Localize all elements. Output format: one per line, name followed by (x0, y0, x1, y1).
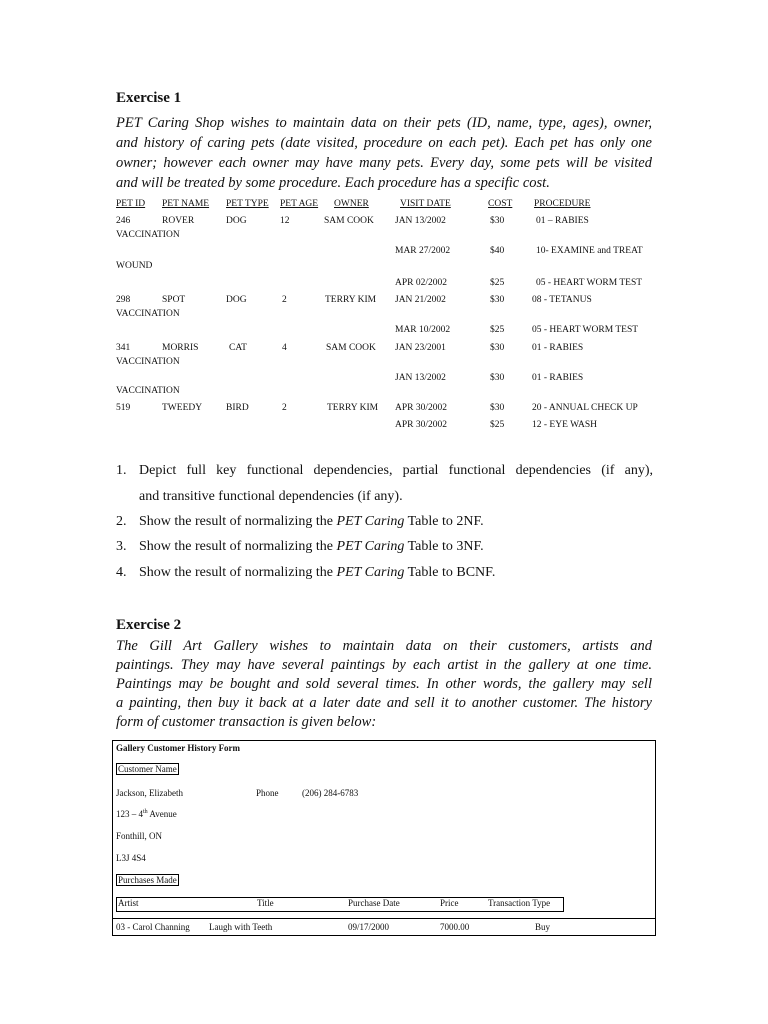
purchases-col-date: Purchase Date (348, 898, 400, 908)
question-number: 3. (116, 539, 127, 554)
purchase-price: 7000.00 (440, 922, 470, 932)
question-number: 4. (116, 565, 127, 580)
customer-name-label: Customer Name (118, 764, 177, 774)
cell-cost: $30 (490, 343, 505, 353)
cell-pet-type: DOG (226, 216, 247, 226)
cell-owner: SAM COOK (326, 343, 376, 353)
form-divider (112, 918, 656, 919)
cell-procedure: 05 - HEART WORM TEST (536, 278, 643, 288)
purchase-title: Laugh with Teeth (209, 922, 273, 932)
form-title: Gallery Customer History Form (116, 743, 241, 753)
address-superscript: th (143, 809, 148, 815)
address-part: 123 – 4 (116, 809, 143, 819)
paragraph-line: and history of caring pets (date visited, procedure on each pet). Each pet has only one (116, 135, 652, 151)
table-name-emphasis: PET Caring (336, 539, 405, 554)
address-line-1 (116, 809, 177, 819)
cell-pet-id: 519 (116, 403, 131, 413)
paragraph-line: PET Caring Shop wishes to maintain data on their pets (ID, name, type, ages), owner, (116, 115, 652, 131)
cell-procedure: 08 - TETANUS (532, 295, 592, 305)
col-header-procedure: PROCEDURE (534, 199, 591, 209)
exercise2-title: Exercise 2 (116, 617, 182, 633)
paragraph-line: The Gill Art Gallery wishes to maintain data on their customers, artists and (116, 638, 652, 654)
cell-pet-type: CAT (229, 343, 247, 353)
cell-cost: $30 (490, 373, 505, 383)
cell-pet-age: 4 (282, 343, 287, 353)
paragraph-line: Paintings may be bought and sold several times. In other words, the gallery may sell (116, 676, 652, 692)
col-header-cost: COST (488, 199, 513, 209)
address-postal: L3J 4S4 (116, 853, 146, 863)
cell-procedure: 01 – RABIES (536, 216, 589, 226)
cell-visit-date: JAN 21/2002 (395, 295, 446, 305)
cell-visit-date: APR 02/2002 (395, 278, 447, 288)
question-text (139, 539, 484, 555)
question-text-part: Table to 3NF. (404, 539, 484, 554)
address-city: Fonthill, ON (116, 831, 163, 841)
purchases-col-artist: Artist (118, 898, 139, 908)
purchase-artist: 03 - Carol Channing (116, 922, 190, 932)
col-header-owner: OWNER (334, 199, 369, 209)
cell-visit-date: MAR 27/2002 (395, 246, 451, 256)
cell-pet-name: ROVER (162, 216, 195, 226)
purchase-date: 09/17/2000 (348, 922, 390, 932)
cell-visit-date: APR 30/2002 (395, 403, 447, 413)
cell-visit-date: MAR 10/2002 (395, 325, 451, 335)
address-part: Avenue (147, 809, 177, 819)
paragraph-line: owner; however each owner may have many pets. Every day, some pets will be visited (116, 155, 652, 171)
col-header-pet-id: PET ID (116, 199, 146, 209)
cell-cost: $25 (490, 325, 505, 335)
cell-procedure: 20 - ANNUAL CHECK UP (532, 403, 638, 413)
table-name-emphasis: PET Caring (336, 565, 405, 580)
paragraph-line: paintings. They may have several paintings by each artist in the gallery at one time. (116, 657, 652, 673)
purchase-transaction-type: Buy (535, 922, 551, 932)
col-header-pet-type: PET TYPE (226, 199, 269, 209)
cell-owner: TERRY KIM (327, 403, 379, 413)
purchases-made-label: Purchases Made (118, 875, 177, 885)
question-text-part: Table to 2NF. (404, 514, 484, 529)
cell-pet-name: SPOT (162, 295, 186, 305)
table-name-emphasis: PET Caring (336, 514, 405, 529)
col-header-visit-date: VISIT DATE (400, 199, 451, 209)
cell-cost: $30 (490, 216, 505, 226)
question-text: Depict full key functional dependencies, partial functional dependencies (if any), (139, 463, 653, 478)
question-text-part: Show the result of normalizing the (139, 514, 337, 529)
cell-procedure: 05 - HEART WORM TEST (532, 325, 639, 335)
cell-visit-date: JAN 13/2002 (395, 373, 446, 383)
cell-procedure-wrap: VACCINATION (116, 357, 180, 367)
question-text (139, 565, 495, 581)
cell-procedure: 01 - RABIES (532, 373, 584, 383)
phone-value: (206) 284-6783 (302, 788, 359, 798)
cell-cost: $25 (490, 278, 505, 288)
cell-visit-date: JAN 23/2001 (395, 343, 446, 353)
question-text-part: Show the result of normalizing the (139, 539, 337, 554)
cell-visit-date: JAN 13/2002 (395, 216, 446, 226)
cell-cost: $30 (490, 295, 505, 305)
cell-pet-id: 298 (116, 295, 131, 305)
col-header-pet-name: PET NAME (162, 199, 210, 209)
cell-procedure: 01 - RABIES (532, 343, 584, 353)
cell-pet-id: 246 (116, 216, 131, 226)
question-text: and transitive functional dependencies (if any). (139, 489, 403, 504)
cell-cost: $30 (490, 403, 505, 413)
cell-owner: TERRY KIM (325, 295, 377, 305)
cell-pet-age: 2 (282, 295, 287, 305)
col-header-pet-age: PET AGE (280, 199, 319, 209)
question-number: 1. (116, 463, 127, 478)
cell-cost: $40 (490, 246, 505, 256)
purchases-col-price: Price (440, 898, 459, 908)
exercise2-paragraph (116, 637, 652, 732)
question-text-part: Show the result of normalizing the (139, 565, 337, 580)
cell-cost: $25 (490, 420, 505, 430)
paragraph-line: form of customer transaction is given below: (116, 714, 377, 730)
purchases-col-transaction-type: Transaction Type (488, 898, 551, 908)
exercise1-paragraph (116, 113, 652, 193)
cell-procedure-wrap: VACCINATION (116, 386, 180, 396)
cell-procedure: 10- EXAMINE and TREAT (536, 246, 643, 256)
cell-procedure-wrap: VACCINATION (116, 230, 180, 240)
cell-procedure-wrap: WOUND (116, 261, 153, 271)
cell-pet-type: BIRD (226, 403, 249, 413)
question-text-part: Table to BCNF. (404, 565, 496, 580)
cell-pet-age: 12 (280, 216, 290, 226)
phone-label: Phone (256, 788, 279, 798)
cell-pet-name: TWEEDY (162, 403, 203, 413)
cell-visit-date: APR 30/2002 (395, 420, 447, 430)
question-number: 2. (116, 514, 127, 529)
cell-pet-type: DOG (226, 295, 247, 305)
exercise1-title: Exercise 1 (116, 90, 182, 106)
cell-pet-age: 2 (282, 403, 287, 413)
purchases-col-title: Title (257, 898, 274, 908)
cell-pet-name: MORRIS (162, 343, 199, 353)
cell-pet-id: 341 (116, 343, 131, 353)
paragraph-line: a painting, then buy it back at a later date and sell it to another customer. The history (116, 695, 652, 711)
question-text (139, 514, 484, 530)
customer-name: Jackson, Elizabeth (116, 788, 183, 798)
cell-procedure: 12 - EYE WASH (532, 420, 598, 430)
cell-owner: SAM COOK (324, 216, 374, 226)
cell-procedure-wrap: VACCINATION (116, 309, 180, 319)
paragraph-line: and will be treated by some procedure. Each procedure has a specific cost. (116, 175, 550, 191)
